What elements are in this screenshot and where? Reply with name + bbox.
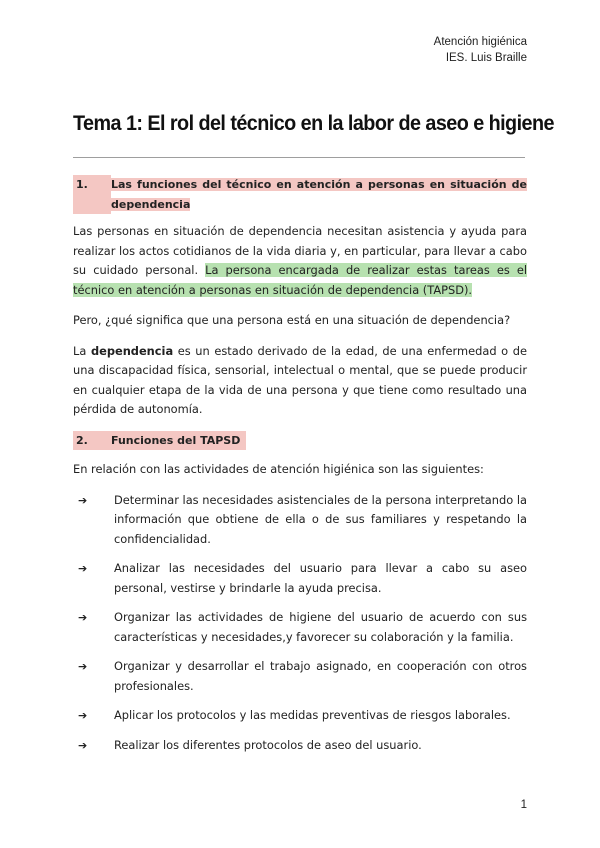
section-1-title: Las funciones del técnico en atención a personas en situación de dependencia	[111, 178, 527, 211]
bold-term: dependencia	[90, 343, 174, 358]
arrow-bullet-icon: ➔	[78, 611, 88, 624]
section-1-paragraph-3: La dependencia es un estado derivado de la edad, de una enfermedad o de una discapacidad física, sensorial, intelectual o mental, que se puede producir en cualquier etapa de la vida de una persona y que tiene como resultado una pérdida de autonomía.	[73, 343, 527, 416]
highlighted-sentence: La persona encargada de realizar estas tareas es el técnico en atención a personas en situación de dependencia (TAPSD).	[73, 263, 527, 297]
document-body	[73, 175, 527, 765]
list-item: ➔ Analizar las necesidades del usuario para llevar a cabo su aseo personal, vestirse y brindarle la ayuda precisa.	[73, 559, 527, 598]
list-item: ➔ Realizar los diferentes protocolos de aseo del usuario.	[73, 736, 527, 756]
page-header	[434, 34, 527, 66]
section-1-paragraph-2: Pero, ¿qué significa que una persona está en una situación de dependencia?	[73, 313, 511, 327]
header-subject: Atención higiénica	[433, 36, 527, 48]
list-item: ➔ Organizar las actividades de higiene del usuario de acuerdo con sus características y necesidades,y favorecer su colaboración y la familia.	[73, 608, 527, 647]
arrow-bullet-icon: ➔	[78, 738, 88, 752]
section-2-title: Funciones del TAPSD	[111, 433, 241, 447]
header-school: IES. Luis Braille	[445, 52, 527, 64]
section-1-number: 1.	[73, 175, 111, 214]
arrow-bullet-icon: ➔	[78, 660, 88, 673]
section-2-number: 2.	[76, 433, 88, 447]
arrow-bullet-icon: ➔	[78, 562, 88, 575]
page-number: 1	[520, 799, 527, 811]
section-2-intro: En relación con las actividades de atención higiénica son las siguientes:	[73, 462, 484, 476]
page-title: Tema 1: El rol del técnico en la labor de aseo e higiene	[73, 111, 554, 135]
title-divider	[73, 157, 525, 158]
functions-list	[73, 491, 527, 756]
list-item: ➔ Determinar las necesidades asistenciales de la persona interpretando la información que obtiene de ella o de sus familiares y respetando la confidencialidad.	[73, 491, 527, 550]
arrow-bullet-icon: ➔	[78, 709, 88, 722]
list-item: ➔ Organizar y desarrollar el trabajo asignado, en cooperación con otros profesionales.	[73, 657, 527, 696]
section-1-heading	[73, 175, 527, 214]
arrow-bullet-icon: ➔	[78, 493, 88, 507]
list-item: ➔ Aplicar los protocolos y las medidas preventivas de riesgos laborales.	[73, 706, 527, 726]
section-1-paragraph-1: Las personas en situación de dependencia necesitan asistencia y ayuda para realizar los actos cotidianos de la vida diaria y, en particular, para llevar a cabo su cuidado personal. La persona encargada de realizar estas tareas es el técnico en atención a personas en situación de dependencia (TAPSD).	[73, 224, 527, 297]
section-2-heading	[73, 431, 246, 451]
